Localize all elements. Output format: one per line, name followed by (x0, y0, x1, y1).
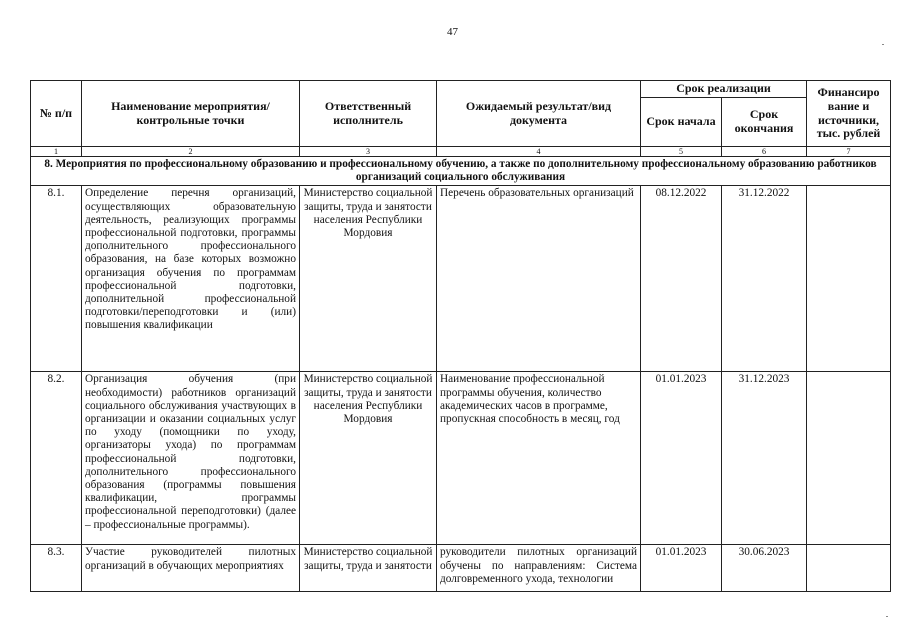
row-number: 8.2. (31, 372, 82, 545)
section-title: 8. Мероприятия по профессиональному образованию и профессиональному обучению, а также по дополнительному профессиональному образованию работников организаций социального обслуживания (31, 157, 891, 186)
column-number: 6 (722, 147, 807, 157)
finance (807, 186, 891, 372)
header-term: Срок реализации (641, 81, 807, 98)
finance (807, 545, 891, 592)
start-date: 08.12.2022 (641, 186, 722, 372)
header-finance: Финансиро вание и источники, тыс. рублей (807, 81, 891, 147)
executor: Министерство социальной защиты, труда и занятости населения Республики Мордовия (300, 186, 437, 372)
column-number: 1 (31, 147, 82, 157)
activity-name: Определение перечня организаций, осуществляющих образовательную деятельность, реализующих программы профессиональной подготовки, программы дополнительного профессионального образования, на базе которых возможно организация обучения по программам профессиональной подготовки, дополнительной профессиональной подготовки/переподготовки и (или) повышения квалификации (82, 186, 300, 372)
row-number: 8.1. (31, 186, 82, 372)
column-numbers-row (31, 147, 891, 157)
scan-speck (882, 44, 884, 45)
page-number: 47 (447, 26, 458, 38)
header-executor: Ответственный исполнитель (300, 81, 437, 147)
column-number: 4 (437, 147, 641, 157)
header-end: Срок окончания (722, 98, 807, 147)
header-result: Ожидаемый результат/вид документа (437, 81, 641, 147)
column-number: 5 (641, 147, 722, 157)
activity-name: Участие руководителей пилотных организаций в обучающих мероприятиях (82, 545, 300, 592)
scan-speck (886, 616, 888, 617)
header-name: Наименование мероприятия/ контрольные точки (82, 81, 300, 147)
expected-result: Наименование профессиональной программы обучения, количество академических часов в программе, пропускная способность в месяц, год (437, 372, 641, 545)
column-number: 7 (807, 147, 891, 157)
start-date: 01.01.2023 (641, 545, 722, 592)
finance (807, 372, 891, 545)
header-row (31, 81, 891, 98)
end-date: 31.12.2023 (722, 372, 807, 545)
table-row (31, 545, 891, 592)
column-number: 2 (82, 147, 300, 157)
end-date: 31.12.2022 (722, 186, 807, 372)
table-row (31, 372, 891, 545)
executor: Министерство социальной защиты, труда и занятости (300, 545, 437, 592)
expected-result: руководители пилотных организаций обучены по направлениям: Система долговременного ухода, технологии (437, 545, 641, 592)
row-number: 8.3. (31, 545, 82, 592)
activities-table (30, 80, 891, 592)
end-date: 30.06.2023 (722, 545, 807, 592)
column-number: 3 (300, 147, 437, 157)
section-row (31, 157, 891, 186)
header-start: Срок начала (641, 98, 722, 147)
executor: Министерство социальной защиты, труда и занятости населения Республики Мордовия (300, 372, 437, 545)
activity-name: Организация обучения (при необходимости) работников организаций социального обслуживания участвующих в организации и оказании социальных услуг по уходу (помощники по уходу, организаторы ухода) по программам профессиональной подготовки, дополнительного профессионального образования (программы повышения квалификации, программы профессиональной переподготовки) (далее – профессиональные программы). (82, 372, 300, 545)
table-row (31, 186, 891, 372)
expected-result: Перечень образовательных организаций (437, 186, 641, 372)
start-date: 01.01.2023 (641, 372, 722, 545)
header-num: № п/п (31, 81, 82, 147)
